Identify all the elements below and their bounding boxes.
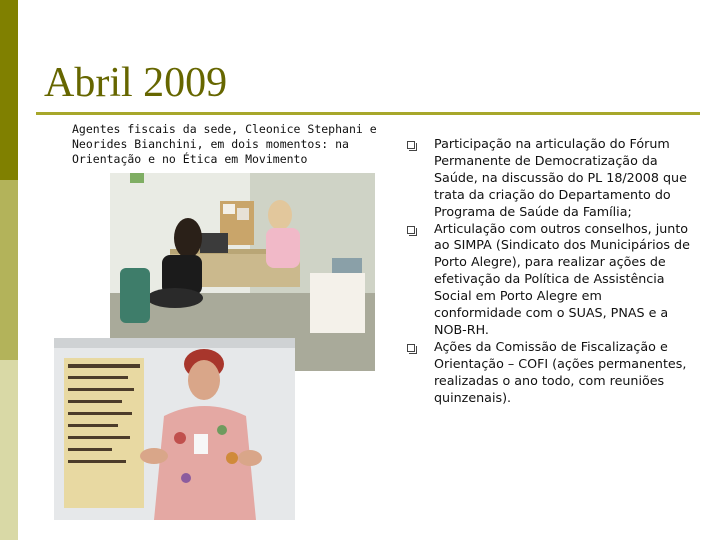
photo-caption: Agentes fiscais da sede, Cleonice Stephani e Neorides Bianchini, em dois momentos: na Orientação e no Ética em Movimento	[72, 122, 377, 166]
square-bullet-icon	[407, 344, 415, 352]
bullet-text: Participação na articulação do Fórum Permanente de Democratização da Saúde, na discussão do PL 18/2008 que trata da criação do Departamento do Programa de Saúde da Família;	[434, 136, 687, 219]
side-bar-top	[0, 0, 18, 180]
square-bullet-icon	[407, 141, 415, 149]
bullet-item	[406, 339, 690, 407]
square-bullet-icon	[407, 226, 415, 234]
side-bar-middle	[0, 180, 18, 360]
bullet-list	[406, 136, 690, 407]
slide-title: Abril 2009	[44, 60, 228, 106]
bullet-item	[406, 221, 690, 339]
bullet-text: Articulação com outros conselhos, junto ao SIMPA (Sindicato dos Municipários de Porto Alegre), para realizar ações de efetivação da Política de Assistência Social em Porto Alegre em conformidade com o SUAS, PNAS e a NOB-RH.	[434, 220, 690, 337]
title-underline	[36, 112, 700, 115]
bullet-text: Ações da Comissão de Fiscalização e Orientação – COFI (ações permanentes, realizadas o ano todo, com reuniões quinzenais).	[434, 338, 687, 405]
side-bar-bottom	[0, 360, 18, 540]
bullet-item	[406, 136, 690, 221]
presentation-photo	[54, 338, 295, 520]
